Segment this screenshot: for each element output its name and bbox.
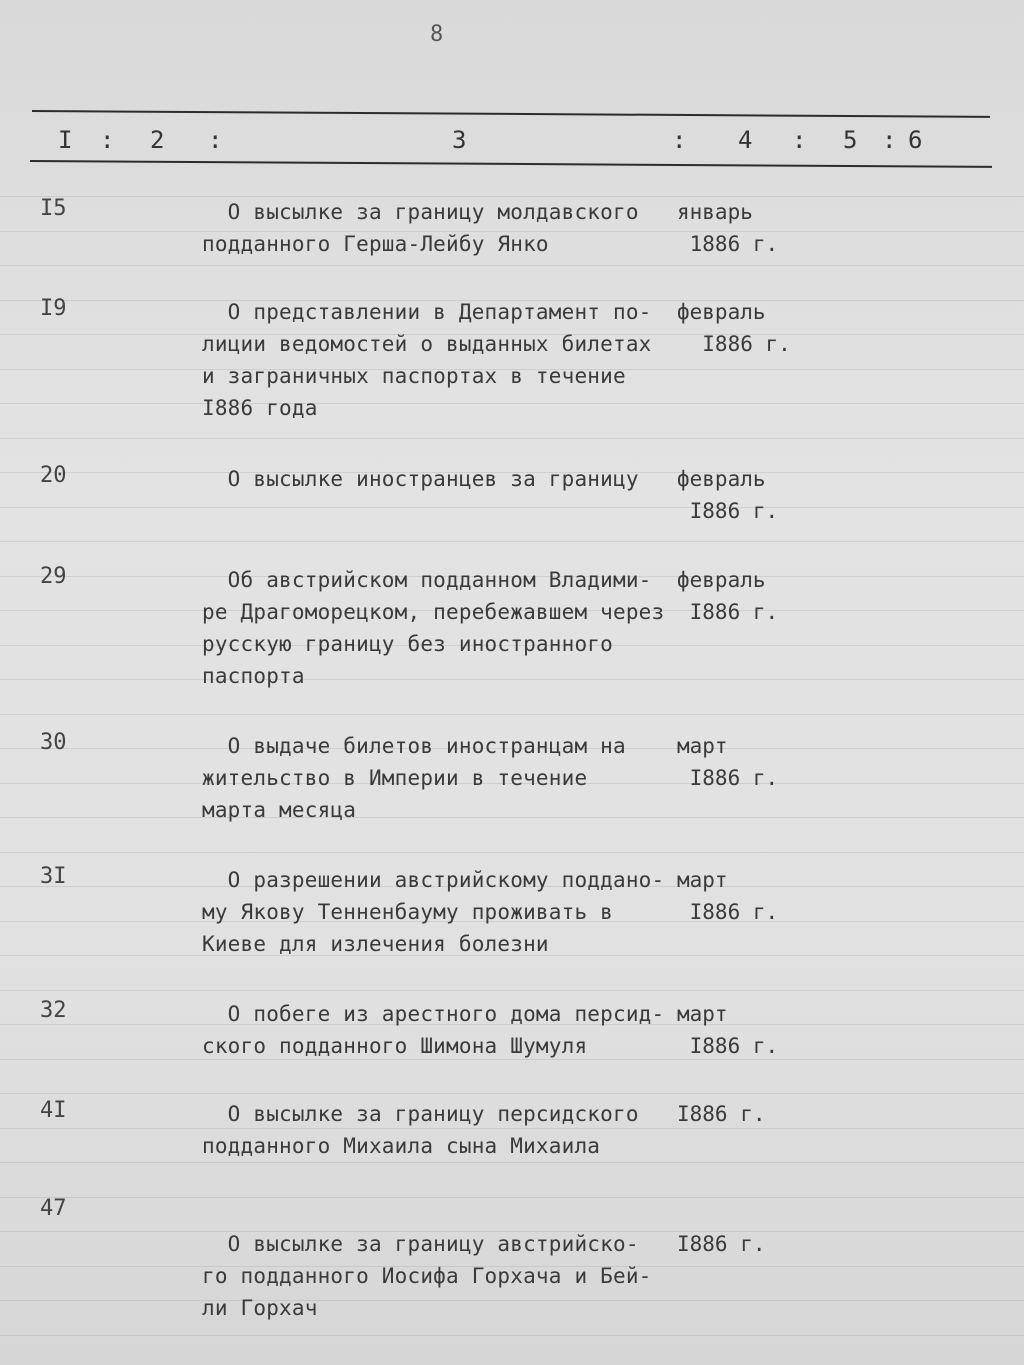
- column-separator: :: [882, 126, 897, 154]
- entry-date-line: февраль: [677, 467, 766, 491]
- entry-date: [677, 730, 778, 794]
- ruled-line: [0, 507, 1024, 508]
- entry-description: [202, 998, 664, 1062]
- entry-date-line: март: [677, 1002, 728, 1026]
- entry-date: [677, 1098, 766, 1130]
- entry-date-line: I886 г.: [677, 332, 791, 356]
- column-separator: :: [208, 126, 223, 154]
- entry-date-line: январь: [677, 200, 753, 224]
- entry-description-line: О высылке за границу австрийско-: [202, 1232, 639, 1256]
- column-separator: :: [672, 126, 687, 154]
- entry-description: [202, 864, 664, 960]
- page-number: 8: [430, 22, 444, 47]
- header-bottom-line: [30, 160, 992, 168]
- entry-number: 4I: [40, 1098, 67, 1123]
- entry-date-line: I886 г.: [677, 499, 779, 523]
- entry-description: [202, 730, 626, 826]
- ruled-line: [0, 852, 1024, 853]
- entry-date-line: I886 г.: [677, 1102, 766, 1126]
- entry-description-line: О представлении в Департамент по-: [202, 300, 652, 324]
- entry-date-line: I886 г.: [677, 900, 779, 924]
- entry-number: 3I: [40, 864, 67, 889]
- entry-date: [677, 196, 778, 260]
- ruled-line: [0, 265, 1024, 266]
- entry-description-line: О выдаче билетов иностранцам на: [202, 734, 626, 758]
- entry-date-line: февраль: [677, 300, 766, 324]
- entry-description-line: подданного Герша-Лейбу Янко: [202, 232, 549, 256]
- entry-date-line: I886 г.: [677, 1232, 766, 1256]
- entry-description: [202, 1098, 639, 1162]
- entry-description-line: Об австрийском подданном Владими-: [202, 568, 652, 592]
- entry-number: 47: [40, 1196, 67, 1221]
- entry-date: [677, 1196, 766, 1260]
- entry-date-line: март: [677, 734, 728, 758]
- entry-description-line: ли Горхач: [202, 1296, 318, 1320]
- column-header-5: 5: [843, 126, 858, 154]
- entry-number: I5: [40, 196, 67, 221]
- entry-number: I9: [40, 296, 67, 321]
- column-header-1: I: [58, 126, 73, 154]
- entry-description-line: О высылке за границу молдавского: [202, 200, 639, 224]
- entry-description-line: О побеге из арестного дома персид-: [202, 1002, 665, 1026]
- ruled-line: [0, 1335, 1024, 1336]
- entry-description-line: го подданного Иосифа Горхача и Бей-: [202, 1264, 652, 1288]
- entry-description-line: паспорта: [202, 664, 305, 688]
- column-header-4: 4: [738, 126, 753, 154]
- ruled-line: [0, 1093, 1024, 1094]
- entry-date: [677, 296, 791, 360]
- entry-number: 20: [40, 463, 67, 488]
- entry-date-line: I886 г.: [677, 1034, 779, 1058]
- entry-date-line: I886 г.: [677, 600, 779, 624]
- column-header-3: 3: [452, 126, 467, 154]
- entry-date-line: февраль: [677, 568, 766, 592]
- entry-description-line: О высылке за границу персидского: [202, 1102, 639, 1126]
- ruled-line: [0, 1162, 1024, 1163]
- entry-number: 30: [40, 730, 67, 755]
- entry-description-line: подданного Михаила сына Михаила: [202, 1134, 601, 1158]
- ruled-line: [0, 541, 1024, 542]
- entry-date-line: март: [677, 868, 728, 892]
- entry-description-line: ре Драгоморецком, перебежавшем через: [202, 600, 665, 624]
- entry-description: [202, 1196, 652, 1324]
- entry-number: 32: [40, 998, 67, 1023]
- entry-number: 29: [40, 564, 67, 589]
- column-header-2: 2: [150, 126, 165, 154]
- entry-date: [677, 463, 778, 527]
- column-header-6: 6: [908, 126, 923, 154]
- entry-description: [202, 196, 639, 260]
- entry-description-line: лиции ведомостей о выданных билетах: [202, 332, 652, 356]
- entry-date: [677, 998, 778, 1062]
- entry-date-line: [677, 1196, 766, 1228]
- ruled-line: [0, 714, 1024, 715]
- entry-description-line: жительство в Империи в течение: [202, 766, 588, 790]
- entry-description-line: I886 года: [202, 396, 318, 420]
- entry-description-line: му Якову Тенненбауму проживать в: [202, 900, 613, 924]
- entry-description: [202, 296, 652, 424]
- entry-description: [202, 463, 639, 495]
- column-separator: :: [100, 126, 115, 154]
- ruled-line: [0, 990, 1024, 991]
- entry-description: [202, 564, 664, 692]
- entry-description-line: Киеве для излечения болезни: [202, 932, 549, 956]
- entry-description-line: русскую границу без иностранного: [202, 632, 613, 656]
- ruled-line: [0, 438, 1024, 439]
- entry-description-line: О разрешении австрийскому поддано-: [202, 868, 665, 892]
- entry-description-line: О высылке иностранцев за границу: [202, 467, 639, 491]
- entry-description-line: ского подданного Шимона Шумуля: [202, 1034, 588, 1058]
- header-top-line: [32, 110, 990, 118]
- entry-date-line: I886 г.: [677, 766, 779, 790]
- entry-description-line: и заграничных паспортах в течение: [202, 364, 626, 388]
- entry-description-line: [202, 1196, 652, 1228]
- entry-date-line: 1886 г.: [677, 232, 779, 256]
- entry-date: [677, 864, 778, 928]
- column-separator: :: [792, 126, 807, 154]
- entry-description-line: марта месяца: [202, 798, 357, 822]
- entry-date: [677, 564, 778, 628]
